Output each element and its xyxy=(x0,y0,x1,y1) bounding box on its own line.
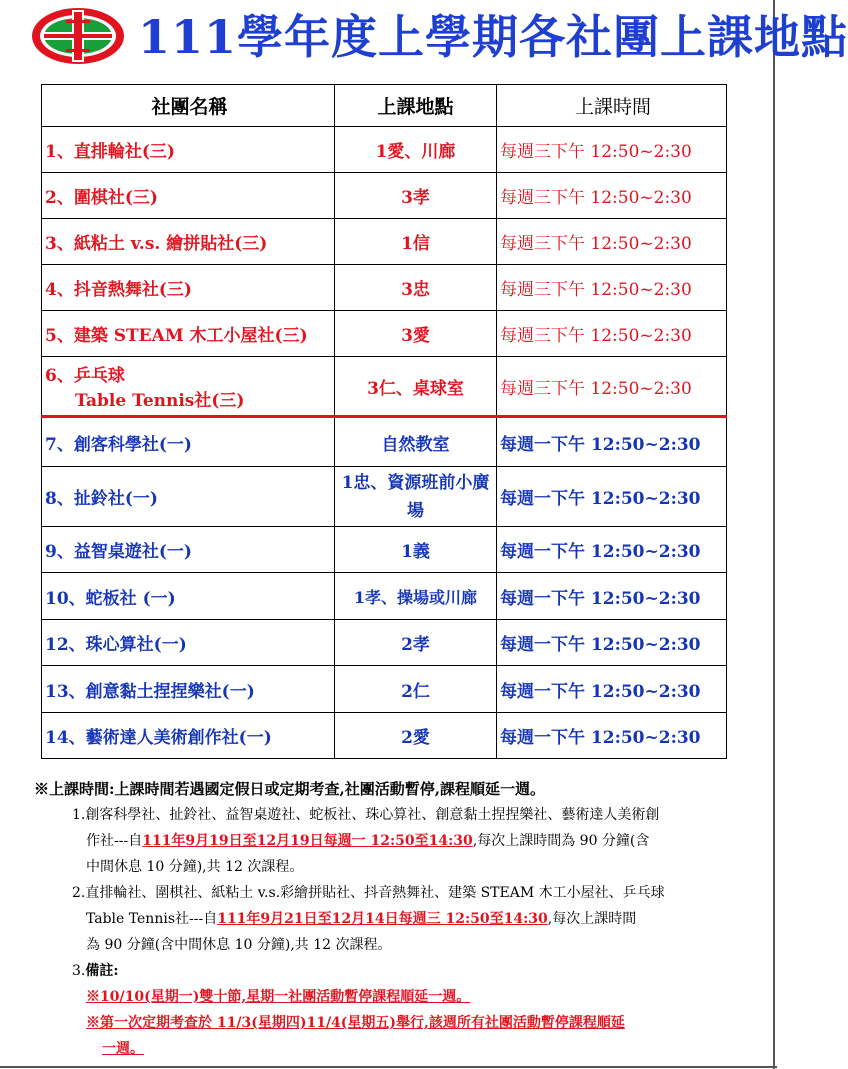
page-border-bottom xyxy=(0,1066,777,1068)
club-location: 3孝 xyxy=(335,173,497,219)
club-time: 每週一下午 12:50~2:30 xyxy=(497,417,727,467)
club-location: 1愛、川廊 xyxy=(335,127,497,173)
club-name: 5、建築 STEAM 木工小屋社(三) xyxy=(42,311,335,357)
table-row xyxy=(42,573,727,620)
club-time: 每週一下午 12:50~2:30 xyxy=(497,573,727,620)
header-location: 上課地點 xyxy=(335,85,497,127)
table-row xyxy=(42,620,727,666)
note-item-2-line-3: 為 90 分鐘(含中間休息 10 分鐘),共 12 次課程。 xyxy=(86,937,392,953)
club-name: 2、圍棋社(三) xyxy=(42,173,335,219)
club-location: 1孝、操場或川廊 xyxy=(335,573,497,620)
club-time: 每週三下午 12:50~2:30 xyxy=(497,357,727,417)
club-name: 6、乒乓球 xyxy=(45,366,125,386)
club-location: 1忠、資源班前小廣場 xyxy=(335,467,497,527)
school-logo-icon xyxy=(30,6,126,66)
club-name-cell xyxy=(42,357,335,417)
club-name-english: Table Tennis社(三) xyxy=(75,391,245,411)
club-location: 1義 xyxy=(335,527,497,573)
club-name: 3、紙粘土 v.s. 繪拼貼社(三) xyxy=(42,219,335,265)
table-header-row xyxy=(42,85,727,127)
club-time: 每週三下午 12:50~2:30 xyxy=(497,265,727,311)
club-name: 12、珠心算社(一) xyxy=(42,620,335,666)
club-location: 自然教室 xyxy=(335,417,497,467)
table-row xyxy=(42,357,727,417)
table-row xyxy=(42,417,727,467)
note-item-2-line-2 xyxy=(72,906,722,932)
note-item-1-line-3: 中間休息 10 分鐘),共 12 次課程。 xyxy=(86,859,304,875)
club-location: 3愛 xyxy=(335,311,497,357)
club-time: 每週一下午 12:50~2:30 xyxy=(497,713,727,759)
club-time: 每週一下午 12:50~2:30 xyxy=(497,620,727,666)
club-location: 1信 xyxy=(335,219,497,265)
club-time: 每週三下午 12:50~2:30 xyxy=(497,127,727,173)
club-time: 每週一下午 12:50~2:30 xyxy=(497,527,727,573)
note-item-3 xyxy=(72,958,722,1062)
club-name: 14、藝術達人美術創作社(一) xyxy=(42,713,335,759)
table-row xyxy=(42,467,727,527)
club-time: 每週三下午 12:50~2:30 xyxy=(497,311,727,357)
table-row xyxy=(42,173,727,219)
note-item-3-label: 3. xyxy=(72,963,86,979)
remark-2-line-2: 一週。 xyxy=(102,1041,144,1057)
note-item-1 xyxy=(72,802,722,880)
club-name: 4、抖音熱舞社(三) xyxy=(42,265,335,311)
club-time: 每週三下午 12:50~2:30 xyxy=(497,219,727,265)
notes-heading-prefix: ※上課時間: xyxy=(34,780,115,798)
table-row xyxy=(42,219,727,265)
note-item-2 xyxy=(72,880,722,958)
club-schedule-table xyxy=(41,84,727,759)
club-location: 2孝 xyxy=(335,620,497,666)
table-row xyxy=(42,666,727,713)
note-text: Table Tennis社---自 xyxy=(86,911,218,927)
remark-1: ※10/10(星期一)雙十節,星期一社團活動暫停課程順延一週。 xyxy=(86,989,471,1005)
notes-heading-text: 上課時間若遇國定假日或定期考查,社團活動暫停,課程順延一週。 xyxy=(114,780,545,798)
page-title: 111學年度上學期各社團上課地點 xyxy=(138,10,848,64)
note-text: ,每次上課時間 xyxy=(547,911,637,927)
table-row xyxy=(42,527,727,573)
table-row xyxy=(42,265,727,311)
club-name: 10、蛇板社 (一) xyxy=(42,573,335,620)
table-row xyxy=(42,713,727,759)
club-time: 每週一下午 12:50~2:30 xyxy=(497,666,727,713)
club-name: 8、扯鈴社(一) xyxy=(42,467,335,527)
club-name: 9、益智桌遊社(一) xyxy=(42,527,335,573)
note-item-1-line-1: 1.創客科學社、扯鈴社、益智桌遊社、蛇板社、珠心算社、創意黏土捏捏樂社、藝術達人美術創 xyxy=(72,807,660,823)
note-item-2-line-1: 2.直排輪社、圍棋社、紙粘土 v.s.彩繪拼貼社、抖音熱舞社、建築 STEAM 木工小屋社、乒乓球 xyxy=(72,885,665,901)
note-text: ,每次上課時間為 90 分鐘(含 xyxy=(472,833,650,849)
page-border-right xyxy=(773,0,775,1069)
remark-2-line-1: ※第一次定期考查於 11/3(星期四)11/4(星期五)舉行,該週所有社團活動暫停課程順延 xyxy=(86,1015,625,1031)
note-item-3-heading: 備註: xyxy=(85,963,119,979)
notes-heading xyxy=(34,776,545,802)
header-time: 上課時間 xyxy=(497,85,727,127)
club-name: 13、創意黏土捏捏樂社(一) xyxy=(42,666,335,713)
club-location: 2愛 xyxy=(335,713,497,759)
club-time: 每週三下午 12:50~2:30 xyxy=(497,173,727,219)
club-name: 1、直排輪社(三) xyxy=(42,127,335,173)
header-club-name: 社團名稱 xyxy=(42,85,335,127)
table-row xyxy=(42,127,727,173)
club-location: 2仁 xyxy=(335,666,497,713)
note-item-1-dates: 111年9月19日至12月19日每週一 12:50至14:30 xyxy=(142,833,473,849)
table-row xyxy=(42,311,727,357)
club-time: 每週一下午 12:50~2:30 xyxy=(497,467,727,527)
club-location: 3仁、桌球室 xyxy=(335,357,497,417)
note-item-2-dates: 111年9月21日至12月14日每週三 12:50至14:30 xyxy=(217,911,548,927)
note-text: 作社---自 xyxy=(86,833,143,849)
club-name: 7、創客科學社(一) xyxy=(42,417,335,467)
club-location: 3忠 xyxy=(335,265,497,311)
note-item-1-line-2 xyxy=(72,828,722,854)
